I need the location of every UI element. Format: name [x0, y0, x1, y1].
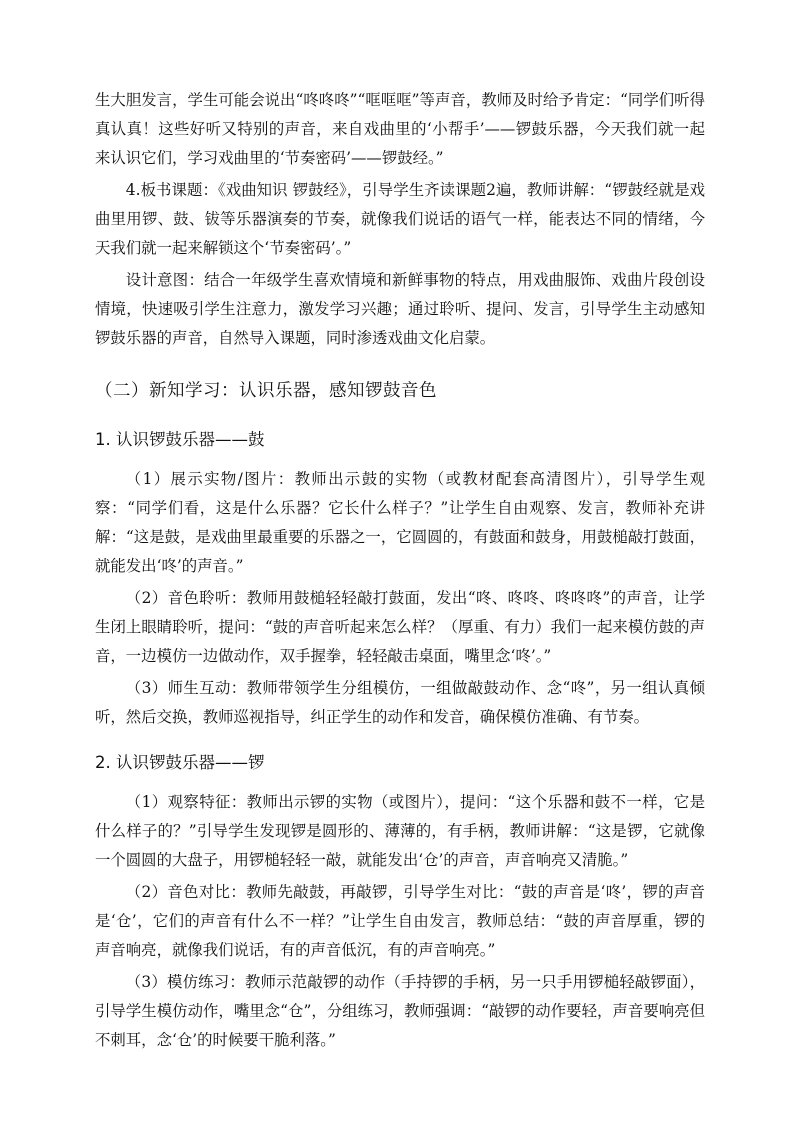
- gong-paragraph-2: （2）音色对比：教师先敲鼓，再敲锣，引导学生对比：“鼓的声音是‘咚’，锣的声音是‘仓’，它们的声音有什么不一样？”让学生自由发言，教师总结：“鼓的声音厚重，锣的声音响亮，就像我们说话，有的声音低沉，有的声音响亮。”: [95, 883, 705, 959]
- subsection-heading-gong: 2. 认识锣鼓乐器——锣: [95, 753, 265, 772]
- design-intent-paragraph: 设计意图：结合一年级学生喜欢情境和新鲜事物的特点，用戏曲服饰、戏曲片段创设情境，快速吸引学生注意力，激发学习兴趣；通过聆听、提问、发言，引导学生主动感知锣鼓乐器的声音，自然导入课题，同时渗透戏曲文化启蒙。: [95, 271, 705, 347]
- intro-paragraph-1: 生大胆发言，学生可能会说出“咚咚咚”“哐哐哐”等声音，教师及时给予肯定：“同学们听得真认真！这些好听又特别的声音，来自戏曲里的‘小帮手’——锣鼓乐器，今天我们就一起来认识它们，学习戏曲里的‘节奏密码’——锣鼓经。”: [95, 91, 705, 167]
- gong-paragraph-3: （3）模仿练习：教师示范敲锣的动作（手持锣的手柄，另一只手用锣槌轻敲锣面），引导学生模仿动作，嘴里念“仓”，分组练习，教师强调：“敲锣的动作要轻，声音要响亮但不刺耳，念‘仓’的时候要干脆利落。”: [95, 973, 705, 1049]
- drum-paragraph-1: （1）展示实物/图片：教师出示鼓的实物（或教材配套高清图片），引导学生观察：“同学们看，这是什么乐器？它长什么样子？”让学生自由观察、发言，教师补充讲解：“这是鼓，是戏曲里最重要的乐器之一，它圆圆的，有鼓面和鼓身，用鼓槌敲打鼓面，就能发出‘咚’的声音。”: [95, 470, 705, 575]
- document-page: [95, 86, 705, 1058]
- gong-paragraph-1: （1）观察特征：教师出示锣的实物（或图片），提问：“这个乐器和鼓不一样，它是什么样子的？”引导学生发现锣是圆形的、薄薄的，有手柄，教师讲解：“这是锣，它就像一个圆圆的大盘子，用锣槌轻轻一敲，就能发出‘仓’的声音，声音响亮又清脆。”: [95, 793, 705, 869]
- intro-paragraph-2: 4.板书课题：《戏曲知识 锣鼓经》，引导学生齐读课题2遍，教师讲解：“锣鼓经就是戏曲里用锣、鼓、钹等乐器演奏的节奏，就像我们说话的语气一样，能表达不同的情绪，今天我们就一起来解锁这个‘节奏密码’。”: [95, 181, 705, 257]
- subsection-heading-drum: 1. 认识锣鼓乐器——鼓: [95, 430, 265, 449]
- section-heading-new-learning: （二）新知学习：认识乐器，感知锣鼓音色: [95, 381, 437, 401]
- drum-paragraph-2: （2）音色聆听：教师用鼓槌轻轻敲打鼓面，发出“咚、咚咚、咚咚咚”的声音，让学生闭上眼睛聆听，提问：“鼓的声音听起来怎么样？（厚重、有力）我们一起来模仿鼓的声音，一边模仿一边做动作，双手握拳，轻轻敲击桌面，嘴里念‘咚’。”: [95, 589, 705, 665]
- drum-paragraph-3: （3）师生互动：教师带领学生分组模仿，一组做敲鼓动作、念“咚”，另一组认真倾听，然后交换，教师巡视指导，纠正学生的动作和发音，确保模仿准确、有节奏。: [95, 679, 705, 726]
